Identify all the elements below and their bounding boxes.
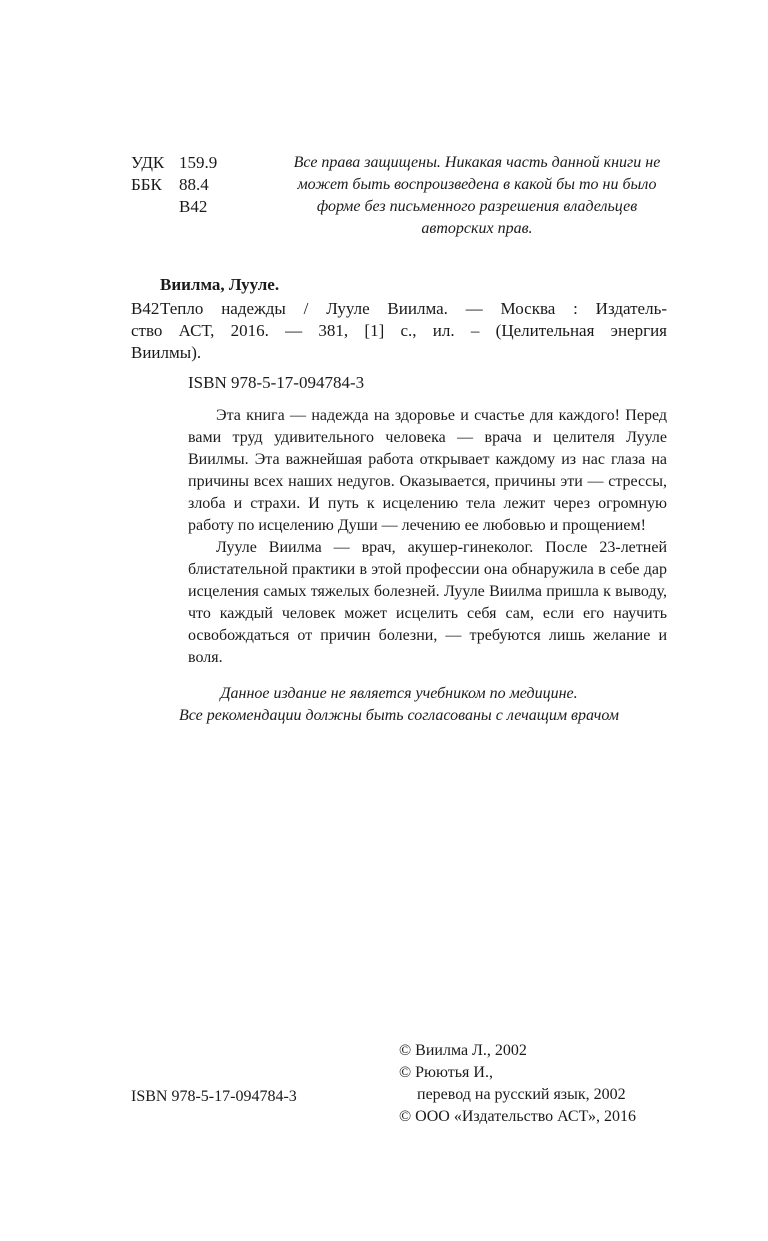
biblio-line: ство АСТ, 2016. — 381, [1] с., ил. – (Целительная энергия xyxy=(131,321,667,340)
biblio-line: Тепло надежды / Лууле Виилма. — Москва : Издатель- xyxy=(160,299,667,318)
isbn-top: ISBN 978-5-17-094784-3 xyxy=(188,373,365,392)
biblio-line: Виилмы). xyxy=(131,343,202,362)
author-mark-row xyxy=(131,196,217,218)
udk-value: 159.9 xyxy=(179,153,218,172)
author-heading: Виилма, Лууле. xyxy=(160,275,280,294)
annotation-paragraph: Эта книга — надежда на здоровье и счастье для каждого! Перед вами труд удивительного человека — врача и целителя Лууле Виилмы. Эта важнейшая работа открывает каждому из нас глаза на причины всех наших недугов. Оказывается, причины эти — стрессы, злоба и страхи. И путь к исцелению тела лежит через огромную работу по исцелению Души — лечению ее любовью и прощением! xyxy=(188,407,667,534)
copyright-line: © Рюютья И., xyxy=(399,1064,493,1081)
classification-codes xyxy=(131,152,217,218)
udk-row xyxy=(131,152,217,174)
medical-notice-line: Данное издание не является учебником по медицине. xyxy=(220,685,578,702)
copyright-line: © Виилма Л., 2002 xyxy=(399,1042,527,1059)
copyright-line: перевод на русский язык, 2002 xyxy=(417,1086,626,1103)
author-mark: В42 xyxy=(179,197,208,216)
bbk-row xyxy=(131,174,217,196)
annotation xyxy=(188,405,667,669)
annotation-paragraph: Лууле Виилма — врач, акушер-гинеколог. После 23-летней блистательной практики в этой профессии она обнаружила в себе дар исцеления самых тяжелых болезней. Лууле Виилма пришла к выводу, что каждый человек может исцелить себя сам, если его научить освобождаться от причин болезни, — требуются лишь желание и воля. xyxy=(188,539,667,666)
rights-notice: Все права защищены. Никакая часть данной книги не может быть воспроизведена в какой бы то ни было форме без письменного разрешения владельцев авторских прав. xyxy=(293,154,661,237)
biblio-code: В42 xyxy=(131,299,160,318)
copyright-block xyxy=(399,1040,636,1128)
bibliographic-description xyxy=(131,298,667,364)
udk-label: УДК xyxy=(131,153,165,172)
copyright-line: © ООО «Издательство АСТ», 2016 xyxy=(399,1108,636,1125)
medical-notice-line: Все рекомендации должны быть согласованы с лечащим врачом xyxy=(179,707,619,724)
medical-notice xyxy=(131,683,667,727)
biblio-text xyxy=(131,298,667,320)
bbk-label: ББК xyxy=(131,175,162,194)
bbk-value: 88.4 xyxy=(179,175,209,194)
isbn-bottom: ISBN 978-5-17-094784-3 xyxy=(131,1088,297,1105)
